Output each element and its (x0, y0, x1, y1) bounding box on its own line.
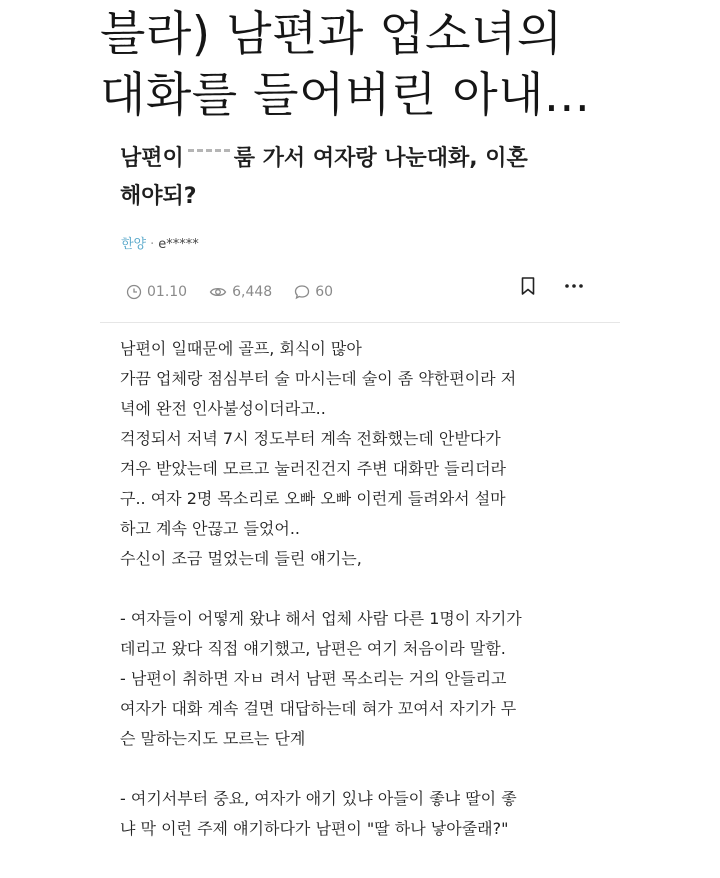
author-name[interactable]: e***** (158, 237, 199, 252)
comments-stat[interactable] (294, 284, 333, 300)
comment-icon (294, 284, 310, 300)
bookmark-button[interactable] (520, 276, 536, 296)
date-stat (126, 284, 187, 300)
body-line: - 여자들이 어떻게 왔냐 해서 업체 사람 다른 1명이 자기가 (120, 609, 522, 628)
body-line: 수신이 조금 멀었는데 들린 얘기는, (120, 549, 362, 568)
body-line: 여자가 대화 계속 걸면 대답하는데 혀가 꼬여서 자기가 무 (120, 699, 517, 718)
body-line: 겨우 받았는데 모르고 눌러진건지 주변 대화만 들리더라 (120, 459, 507, 478)
post-title-part-2: 룸 가서 여자랑 나눈대화, 이혼 (233, 146, 528, 171)
clock-icon (126, 284, 142, 300)
separator-dot: · (150, 237, 155, 252)
bookmark-icon (520, 276, 536, 296)
eye-icon (209, 284, 227, 300)
post-title-part-1: 남편이 (120, 146, 184, 171)
post-stats (126, 282, 355, 302)
body-line: 데리고 왔다 직접 얘기했고, 남편은 여기 처음이라 말함. (120, 639, 506, 658)
post-title-line-2: 해야되? (120, 184, 197, 209)
body-line: 냐 막 이런 주제 얘기하다가 남편이 "딸 하나 낳아줄래?" (120, 819, 509, 838)
body-line: 가끔 업체랑 점심부터 술 마시는데 술이 좀 약한편이라 저 (120, 369, 517, 388)
censored-text (188, 149, 230, 167)
body-blank-line (120, 754, 600, 784)
views-stat (209, 284, 272, 300)
author-info (121, 233, 199, 252)
comment-count: 60 (315, 284, 334, 300)
body-line: - 남편이 취하면 자ㅂ 려서 남편 목소리는 거의 안들리고 (120, 669, 507, 688)
headline-line-1: 블라) 남편과 업소녀의 (100, 7, 563, 62)
headline-line-2: 대화를 들어버린 아내... (100, 68, 591, 123)
body-blank-line (120, 574, 600, 604)
headline (100, 4, 700, 126)
post-date: 01.10 (147, 284, 188, 300)
author-region[interactable]: 한양 (121, 237, 147, 252)
more-button[interactable] (564, 283, 584, 289)
body-line: 슨 말하는지도 모르는 단계 (120, 729, 306, 748)
body-line: 하고 계속 안끊고 들었어.. (120, 519, 300, 538)
body-line: 남편이 일때문에 골프, 회식이 많아 (120, 339, 362, 358)
view-count: 6,448 (232, 284, 273, 300)
post-actions (520, 274, 612, 298)
body-line: 걱정되서 저녁 7시 정도부터 계속 전화했는데 안받다가 (120, 429, 501, 448)
post-title (120, 140, 640, 216)
body-line: - 여기서부터 중요, 여자가 애기 있냐 아들이 좋냐 딸이 좋 (120, 789, 517, 808)
body-line: 녁에 완전 인사불성이더라고.. (120, 399, 326, 418)
divider (100, 322, 620, 323)
post-body (120, 334, 600, 844)
body-line: 구.. 여자 2명 목소리로 오빠 오빠 이런게 들려와서 설마 (120, 489, 506, 508)
more-icon (564, 283, 584, 289)
